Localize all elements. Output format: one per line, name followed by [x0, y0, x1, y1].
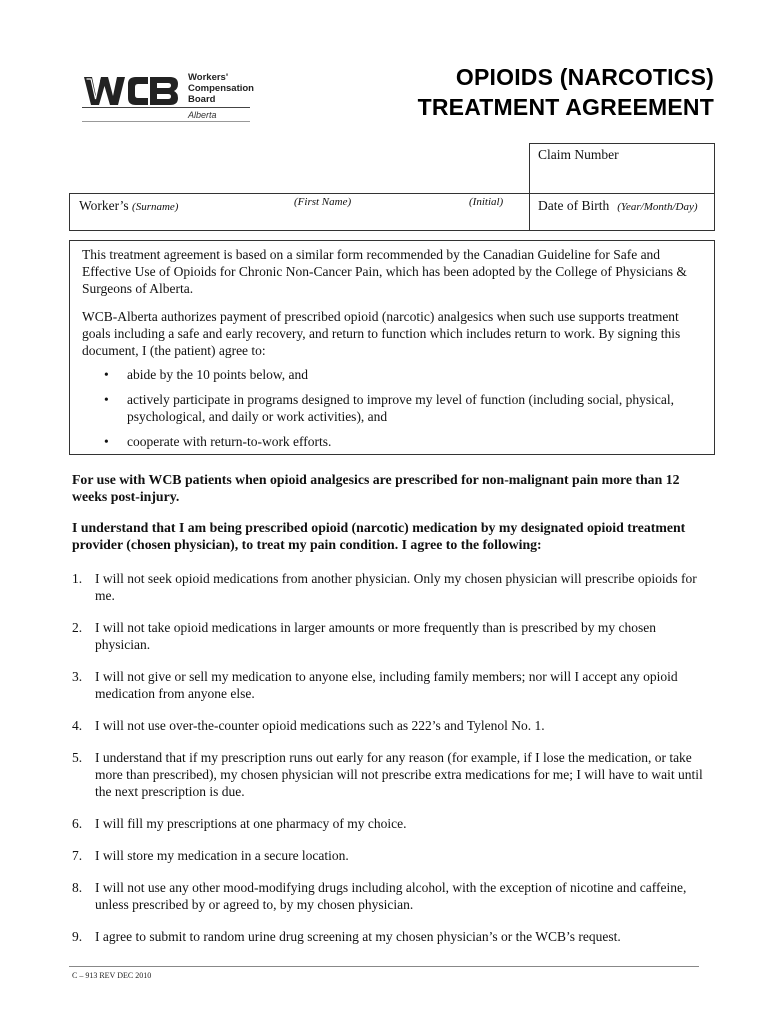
agreement-item: [72, 570, 712, 604]
date-of-birth-label: Date of Birth: [538, 198, 610, 213]
logo-line: Workers': [188, 72, 229, 83]
use-note: For use with WCB patients when opioid analgesics are prescribed for non-malignant pain more than 12 weeks post-injury.: [72, 472, 680, 504]
date-format-hint: (Year/Month/Day): [617, 201, 698, 213]
claim-number-label: Claim Number: [538, 147, 619, 162]
item-number: 3.: [72, 669, 83, 684]
agreement-item: [72, 717, 712, 734]
item-text: I will not take opioid medications in larger amounts or more frequently than is prescribed by my chosen physician.: [95, 620, 656, 652]
bullet-item: [82, 391, 704, 425]
item-number: 8.: [72, 880, 83, 895]
item-number: 7.: [72, 848, 83, 863]
form-code: C – 913 REV DEC 2010: [72, 971, 152, 980]
item-text: I will not use any other mood-modifying drugs including alcohol, with the exception of nicotine and caffeine, unless prescribed by or agreed to, by my chosen physician.: [95, 880, 687, 912]
title-line: OPIOIDS (NARCOTICS): [455, 64, 714, 90]
agreement-item: [72, 928, 712, 945]
bullet-icon: •: [104, 434, 109, 449]
worker-label-text: Worker’s: [79, 198, 129, 213]
bullet-icon: •: [104, 392, 109, 407]
item-number: 2.: [72, 620, 83, 635]
item-text: I will not seek opioid medications from another physician. Only my chosen physician will prescribe opioids for me.: [95, 571, 697, 603]
document-title: [418, 62, 714, 122]
intro-bullet-list: [82, 366, 704, 450]
item-text: I will store my medication in a secure location.: [95, 848, 349, 863]
bullet-text: cooperate with return-to-work efforts.: [127, 434, 332, 449]
surname-label: (Surname): [132, 201, 179, 213]
agreement-item: [72, 815, 712, 832]
worker-label: [79, 198, 178, 214]
logo-line: Compensation: [188, 83, 254, 94]
footer-divider: [69, 966, 699, 967]
logo-region: Alberta: [188, 110, 217, 120]
logo-text: [188, 72, 254, 105]
item-number: 5.: [72, 750, 83, 765]
item-text: I will not give or sell my medication to anyone else, including family members; nor will I accept any opioid medication from anyone else.: [95, 669, 678, 701]
intro-paragraph: WCB-Alberta authorizes payment of prescribed opioid (narcotic) analgesics when such use supports treatment goals including a safe and early recovery, and return to function which includes return to work. By signing this document, I (the patient) agree to:: [82, 309, 681, 358]
item-text: I understand that if my prescription runs out early for any reason (for example, if I lose the medication, or take more than prescribed), my chosen physician will not prescribe extra medications for me; I will have to wait until the next prescription is due.: [95, 750, 703, 799]
agreement-item: [72, 619, 712, 653]
agreement-item: [72, 749, 712, 800]
intro-text: [82, 246, 704, 458]
date-of-birth-field[interactable]: [538, 198, 698, 214]
bullet-item: [82, 433, 704, 450]
field-divider: [529, 193, 714, 194]
item-text: I will fill my prescriptions at one pharmacy of my choice.: [95, 816, 407, 831]
wcb-logo: [82, 66, 252, 124]
item-number: 9.: [72, 929, 83, 944]
logo-divider: [82, 121, 250, 122]
item-number: 1.: [72, 571, 83, 586]
wcb-logo-mark: [82, 74, 180, 108]
bullet-text: actively participate in programs designed to improve my level of function (including social, physical, psychological, and daily or work activities), and: [127, 392, 674, 424]
item-text: I agree to submit to random urine drug screening at my chosen physician’s or the WCB’s request.: [95, 929, 621, 944]
intro-paragraph: This treatment agreement is based on a similar form recommended by the Canadian Guideline for Safe and Effective Use of Opioids for Chronic Non-Cancer Pain, which has been adopted by the College of Physicians & Surgeons of Alberta.: [82, 247, 687, 296]
bullet-text: abide by the 10 points below, and: [127, 367, 308, 382]
title-line: TREATMENT AGREEMENT: [417, 94, 714, 120]
agreement-item: [72, 668, 712, 702]
understand-note: I understand that I am being prescribed opioid (narcotic) medication by my designated opioid treatment provider (chosen physician), to treat my pain condition. I agree to the following:: [72, 520, 686, 552]
agreement-list: [72, 570, 712, 960]
item-text: I will not use over-the-counter opioid medications such as 222’s and Tylenol No. 1.: [95, 718, 545, 733]
initial-label: (Initial): [469, 196, 504, 208]
bullet-icon: •: [104, 367, 109, 382]
item-number: 4.: [72, 718, 83, 733]
logo-divider: [82, 107, 250, 108]
item-number: 6.: [72, 816, 83, 831]
logo-line: Board: [188, 94, 216, 105]
agreement-item: [72, 847, 712, 864]
agreement-item: [72, 879, 712, 913]
bullet-item: [82, 366, 704, 383]
first-name-label: (First Name): [294, 196, 352, 208]
